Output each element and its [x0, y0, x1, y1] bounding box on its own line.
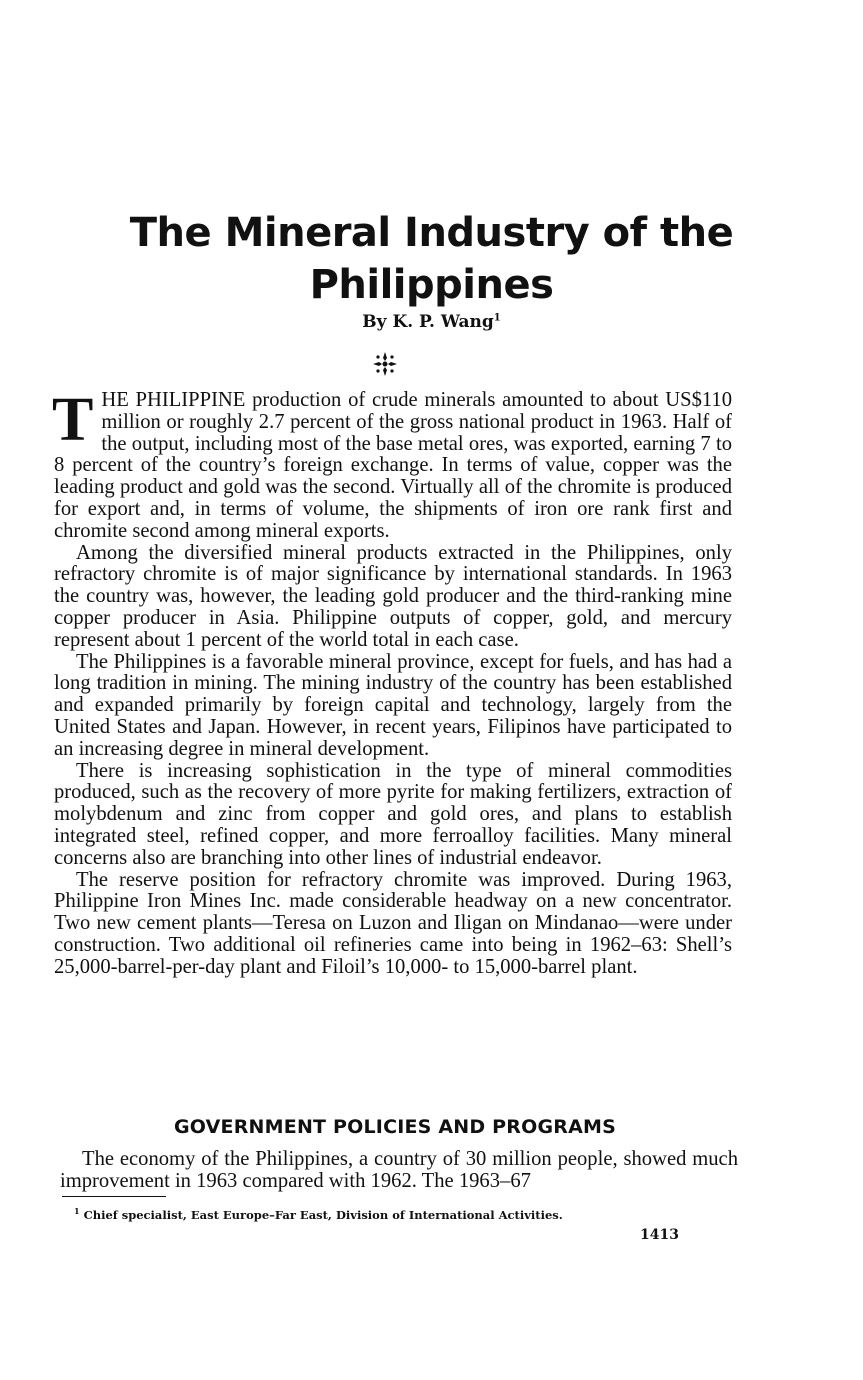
title-line-2: Philippines: [309, 261, 554, 308]
section-body: [60, 1148, 738, 1192]
article-body: [52, 386, 732, 979]
section-heading: GOVERNMENT POLICIES AND PROGRAMS: [174, 1115, 616, 1138]
article-title: [90, 207, 773, 311]
paragraph: Among the diversified mineral products extracted in the Philippines, only refractory chromite is of major significance by international standards. In 1963 the country was, however, the leading gold producer and the third-ranking mine copper producer in Asia. Philippine outputs of copper, gold, and mercury represent about 1 percent of the world total in each case.: [54, 541, 732, 651]
fleuron-ornament-icon: [371, 350, 399, 378]
page-number: 1413: [640, 1227, 679, 1243]
title-line-1: The Mineral Industry of the: [129, 209, 734, 256]
paragraph: There is increasing sophistication in the type of mineral commodities produced, such as the recovery of more pyrite for making fertilizers, extraction of molybdenum and zinc from copper and gold ores, and plans to establish integrated steel, refined copper, and more ferroalloy facilities. Many mineral concerns also are branching into other lines of industrial endeavor.: [54, 759, 732, 869]
author-byline: [0, 312, 863, 332]
footnote-divider: [62, 1196, 166, 1197]
paragraph: The Philippines is a favorable mineral province, except for fuels, and has had a long tradition in mining. The mining industry of the country has been established and expanded primarily by foreign capital and technology, largely from the United States and Japan. However, in recent years, Filipinos have participated to an increasing degree in mineral development.: [54, 650, 732, 760]
paragraph-intro: [52, 386, 732, 543]
drop-cap: T: [52, 386, 94, 454]
paragraph: The economy of the Philippines, a country of 30 million people, showed much improvement in 1963 compared with 1962. The 1963–67: [60, 1148, 738, 1192]
footnote-text: Chief specialist, East Europe–Far East, Division of International Activities.: [83, 1207, 563, 1222]
paragraph-text: HE PHILIPPINE production of crude minerals amounted to about US$110 million or roughly 2.7 percent of the gross national product in 1963. Half of the output, including most of the base metal ores, was exported, earning 7 to 8 percent of the country’s foreign exchange. In terms of value, copper was the leading product and gold was the second. Virtually all of the chromite is produced for export and, in terms of volume, the shipments of iron ore rank first and chromite second among mineral exports.: [54, 389, 732, 542]
footnote: [74, 1206, 694, 1222]
byline-text: By K. P. Wang: [362, 312, 494, 332]
footnote-mark: 1: [74, 1206, 80, 1216]
paragraph: The reserve position for refractory chromite was improved. During 1963, Philippine Iron Mines Inc. made considerable headway on a new concentrator. Two new cement plants—Teresa on Luzon and Iligan on Mindanao—were under construction. Two additional oil refineries came into being in 1962–63: Shell’s 25,000-barrel-per-day plant and Filoil’s 10,000- to 15,000-barrel plant.: [54, 868, 732, 978]
byline-footnote-mark: 1: [493, 312, 501, 324]
